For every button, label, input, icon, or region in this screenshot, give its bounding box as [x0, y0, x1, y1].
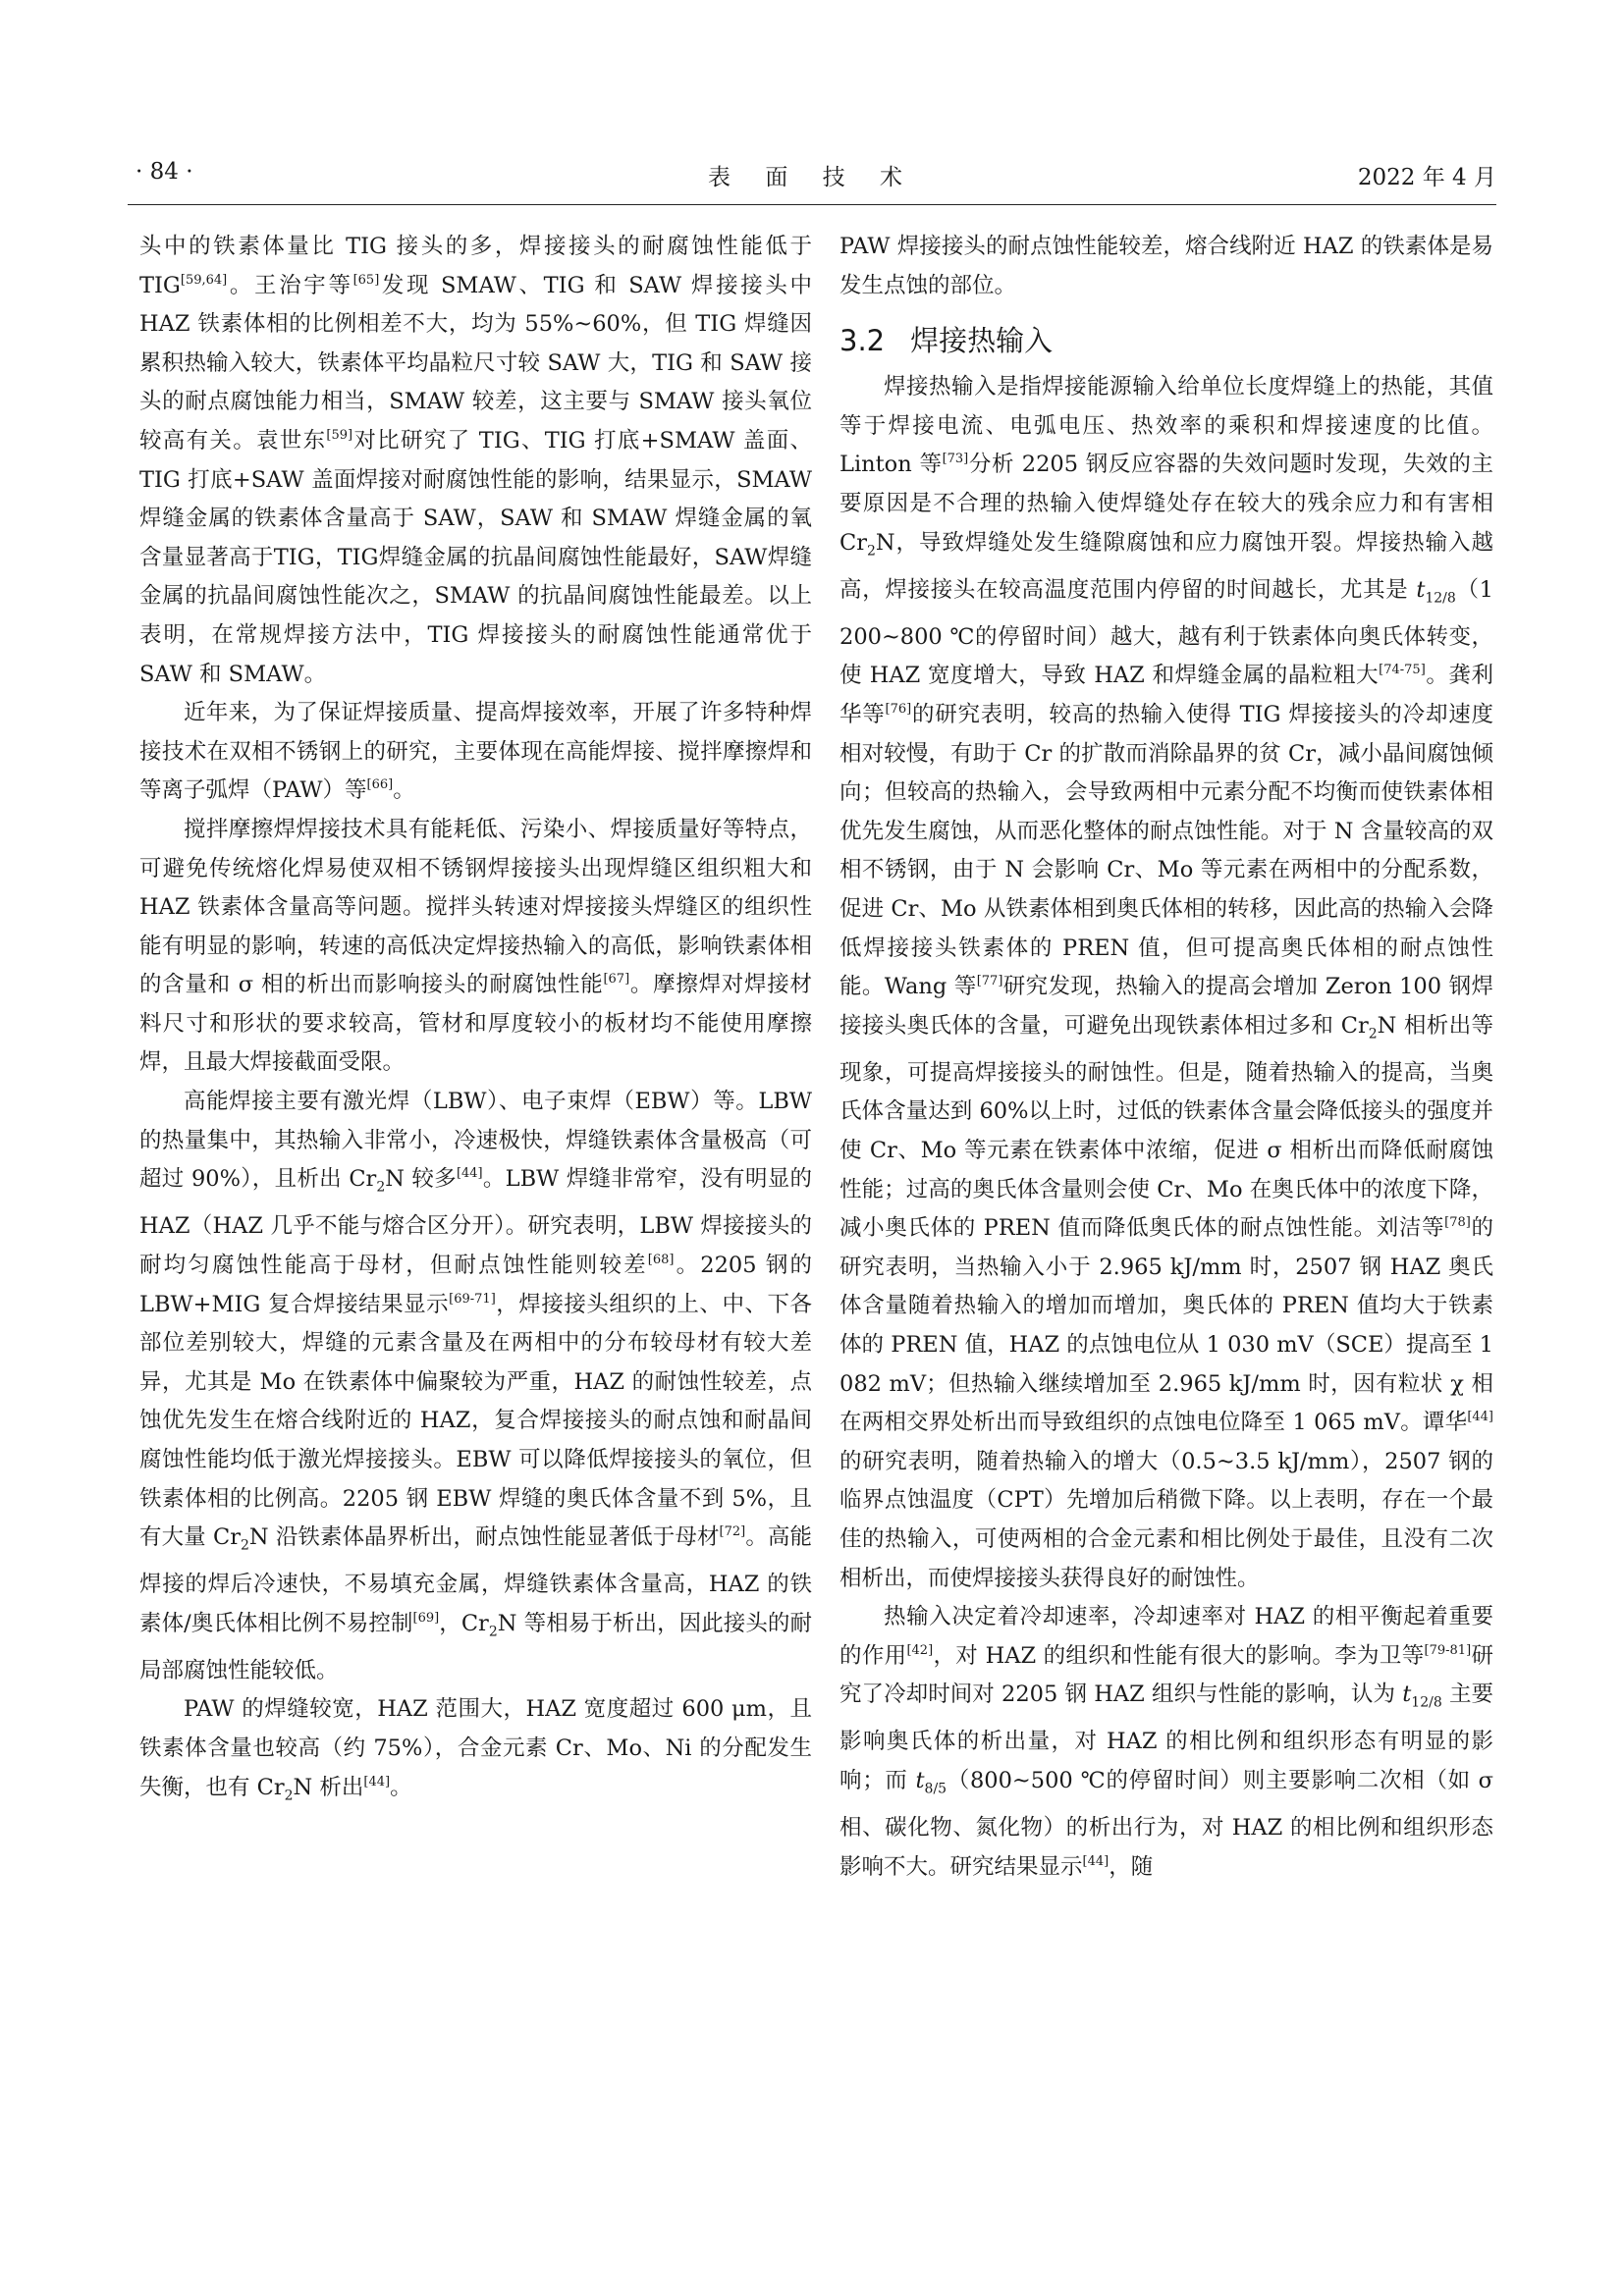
- section-heading: [839, 321, 1493, 360]
- paragraph: 焊接热输入是指焊接能源输入给单位长度焊缝上的热能，其值等于焊接电流、电弧电压、热效率的乘积和焊接速度的比值。Linton 等[73]分析 2205 钢反应容器的失效问题时发现，失效的主要原因是不合理的热输入使焊缝处存在较大的残余应力和有害相 $Cr_2N$，导致焊缝处发生缝隙腐蚀和应力腐蚀开裂。焊接热输入越高，焊接接头在较高温度范围内停留的时间越长，尤其是 $t_{12/8}(1$ 200~800 ℃的停留时间）越大，越有利于铁素体向奥氏体转变，使 HAZ 宽度增大，导致 HAZ 和焊缝金属的晶粒粗大[74-75]。龚利华等[76]的研究表明，较高的热输入使得 TIG 焊接接头的冷却速度相对较慢，有助于 Cr 的扩散而消除晶界的贫 Cr，减小晶间腐蚀倾向；但较高的热输入，会导致两相中元素分配不均衡而使铁素体相优先发生腐蚀，从而恶化整体的耐点蚀性能。对于 N 含量较高的双相不锈钢，由于 N 会影响 Cr、Mo 等元素在两相中的分配系数，促进 Cr、Mo 从铁素体相到奥氏体相的转移，因此高的热输入会降低焊接接头铁素体的 PREN 值，但可提高奥氏体相的耐点蚀性能。Wang 等[77]研究发现，热输入的提高会增加 Zeron 100 钢焊接接头奥氏体的含量，可避免出现铁素体相过多和 $Cr_2N$ 相析出等现象，可提高焊接接头的耐蚀性。但是，随着热输入的提高，当奥氏体含量达到 60%以上时，过低的铁素体含量会降低接头的强度并使 Cr、Mo 等元素在铁素体中浓缩，促进 σ 相析出而降低耐腐蚀性能；过高的奥氏体含量则会使 Cr、Mo 在奥氏体中的浓度下降，减小奥氏体的 PREN 值而降低奥氏体的耐点蚀性能。刘洁等[78]的研究表明，当热输入小于 2.965 kJ/mm 时，2507 钢 HAZ 奥氏体含量随着热输入的增加而增加，奥氏体的 PREN 值均大于铁素体的 PREN 值，HAZ 的点蚀电位从 1 030 mV（SCE）提高至 1 082 mV；但热输入继续增加至 2.965 kJ/mm 时，因有粒状 χ 相在两相交界处析出而导致组织的点蚀电位降至 1 065 mV。谭华[44]的研究表明，随着热输入的增大（0.5~3.5 kJ/mm），2507 钢的临界点蚀温度（CPT）先增加后稍微下降。以上表明，存在一个最佳的热输入，可使两相的合金元素和相比例处于最佳，且没有二次相析出，而使焊接接头获得良好的耐蚀性。: [839, 374, 1494, 1591]
- paragraph: 头中的铁素体量比 TIG 接头的多，焊接接头的耐腐蚀性能低于 TIG[59,64]。王治宇等[65]发现 SMAW、TIG 和 SAW 焊接接头中 HAZ 铁素体相的比例相差不大，均为 55%~60%，但 TIG 焊缝因累积热输入较大，铁素体平均晶粒尺寸较 SAW 大，TIG 和 SAW 接头的耐点腐蚀能力相当，SMAW 较差，这主要与 SMAW 接头氧位较高有关。袁世东[59]对比研究了 TIG、TIG 打底+SMAW 盖面、TIG 打底+SAW 盖面焊接对耐腐蚀性能的影响，结果显示，SMAW 焊缝金属的铁素体含量高于 SAW，SAW 和 SMAW 焊缝金属的氧含量显著高于TIG，TIG焊缝金属的抗晶间腐蚀性能最好，SAW焊缝金属的抗晶间腐蚀性能次之，SMAW 的抗晶间腐蚀性能最差。以上表明，在常规焊接方法中，TIG 焊接接头的耐腐蚀性能通常优于 SAW 和 SMAW。: [139, 234, 812, 687]
- header-rule: [128, 204, 1496, 205]
- paragraph: 搅拌摩擦焊焊接技术具有能耗低、污染小、焊接质量好等特点，可避免传统熔化焊易使双相不锈钢焊接接头出现焊缝区组织粗大和 HAZ 铁素体含量高等问题。搅拌头转速对焊接接头焊缝区的组织性能有明显的影响，转速的高低决定焊接热输入的高低，影响铁素体相的含量和 σ 相的析出而影响接头的耐腐蚀性能[67]。摩擦焊对焊接材料尺寸和形状的要求较高，管材和厚度较小的板材均不能使用摩擦焊，且最大焊接截面受限。: [139, 816, 812, 1076]
- journal-title: 表 面 技 术: [708, 165, 916, 190]
- paragraph: PAW 焊接接头的耐点蚀性能较差，熔合线附近 HAZ 的铁素体是易发生点蚀的部位。: [839, 234, 1493, 298]
- right-column: [839, 228, 1493, 1887]
- running-header: [128, 159, 1496, 198]
- left-column: [139, 228, 812, 1816]
- paragraph: 近年来，为了保证焊接质量、提高焊接效率，开展了许多特种焊接技术在双相不锈钢上的研究，主要体现在高能焊接、搅拌摩擦焊和等离子弧焊（PAW）等[66]。: [139, 700, 812, 804]
- issue-date: 2022 年 4 月: [1357, 165, 1496, 190]
- page-number: · 84 ·: [135, 159, 193, 185]
- section-title: 焊接热输入: [910, 324, 1054, 358]
- paragraph: PAW 的焊缝较宽，HAZ 范围大，HAZ 宽度超过 600 μm，且铁素体含量也较高（约 75%），合金元素 Cr、Mo、Ni 的分配发生失衡，也有 $Cr_2N$ 析出[44]。: [139, 1696, 812, 1804]
- section-number: 3.2: [839, 324, 886, 358]
- paragraph: 高能焊接主要有激光焊（LBW）、电子束焊（EBW）等。LBW 的热量集中，其热输入非常小，冷速极快，焊缝铁素体含量极高（可超过 90%），且析出 $Cr_2N$ 较多[44]。LBW 焊缝非常窄，没有明显的 HAZ（HAZ 几乎不能与熔合区分开）。研究表明，LBW 焊接接头的耐均匀腐蚀性能高于母材，但耐点蚀性能则较差[68]。2205 钢的 LBW+MIG 复合焊接结果显示[69-71]，焊接接头组织的上、中、下各部位差别较大，焊缝的元素含量及在两相中的分布较母材有较大差异，尤其是 Mo 在铁素体中偏聚较为严重，HAZ 的耐蚀性较差，点蚀优先发生在熔合线附近的 HAZ，复合焊接接头的耐点蚀和耐晶间腐蚀性能均低于激光焊接接头。EBW 可以降低焊接接头的氧位，但铁素体相的比例高。2205 钢 EBW 焊缝的奥氏体含量不到 5%，且有大量 $Cr_2N$ 沿铁素体晶界析出，耐点蚀性能显著低于母材[72]。高能焊接的焊后冷速快，不易填充金属，焊缝铁素体含量高，HAZ 的铁素体/奥氏体相比例不易控制[69]，$Cr_2N$ 等相易于析出，因此接头的耐局部腐蚀性能较低。: [139, 1089, 812, 1683]
- paragraph: 热输入决定着冷却速率，冷却速率对 HAZ 的相平衡起着重要的作用[42]，对 HAZ 的组织和性能有很大的影响。李为卫等[79-81]研究了冷却时间对 2205 钢 HAZ 组织与性能的影响，认为 $t_{12/8}$ 主要影响奥氏体的析出量，对 HAZ 的相比例和组织形态有明显的影响；而 $t_{8/5}(800\sim 500$ ℃的停留时间）则主要影响二次相（如 σ 相、碳化物、氮化物）的析出行为，对 HAZ 的相比例和组织形态影响不大。研究结果显示[44]，随: [839, 1604, 1494, 1880]
